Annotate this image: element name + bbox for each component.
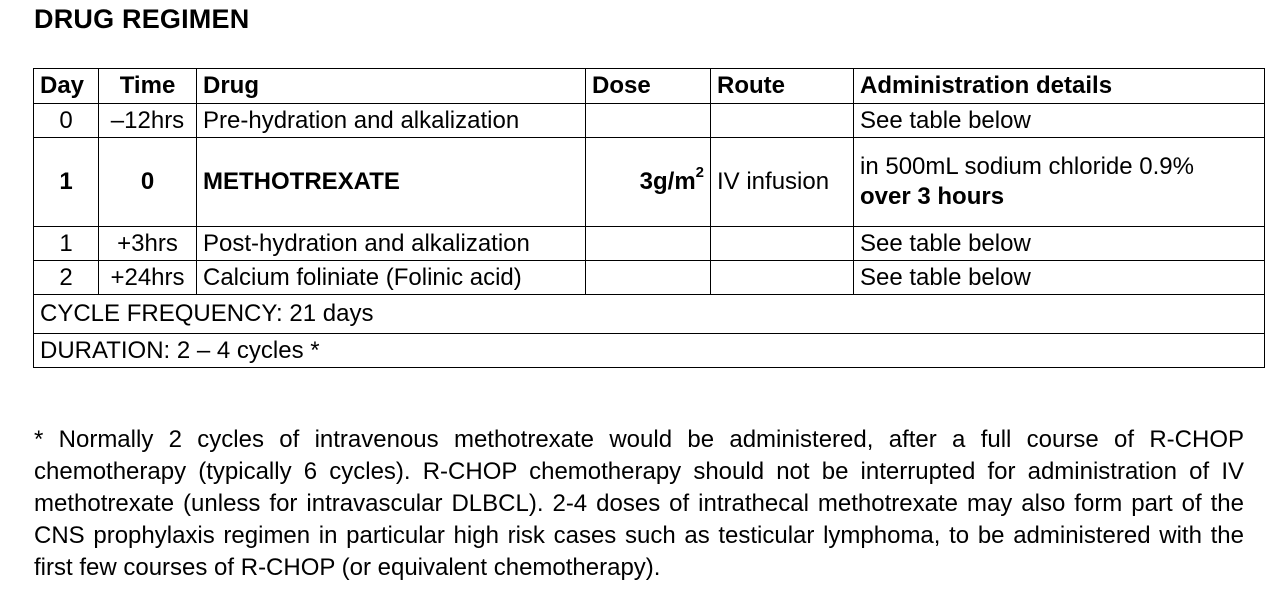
cycle-frequency: CYCLE FREQUENCY: 21 days xyxy=(34,295,1265,334)
header-drug: Drug xyxy=(197,69,586,104)
table-header-row xyxy=(34,69,1265,104)
cell-time: +3hrs xyxy=(99,227,197,261)
cell-drug: Post-hydration and alkalization xyxy=(197,227,586,261)
cell-details: See table below xyxy=(854,227,1265,261)
cell-dose xyxy=(586,261,711,295)
duration: DURATION: 2 – 4 cycles * xyxy=(34,334,1265,368)
table-row xyxy=(34,104,1265,138)
table-row xyxy=(34,227,1265,261)
header-day: Day xyxy=(34,69,99,104)
header-details: Administration details xyxy=(854,69,1265,104)
cell-day: 1 xyxy=(34,138,99,227)
cell-time: –12hrs xyxy=(99,104,197,138)
cell-route xyxy=(711,227,854,261)
table-row xyxy=(34,261,1265,295)
cell-day: 2 xyxy=(34,261,99,295)
cell-drug: Pre-hydration and alkalization xyxy=(197,104,586,138)
drug-regimen-table xyxy=(33,68,1265,368)
cell-time: +24hrs xyxy=(99,261,197,295)
cell-dose xyxy=(586,104,711,138)
cell-details xyxy=(854,138,1265,227)
cell-dose xyxy=(586,227,711,261)
details-line-1: in 500mL sodium chloride 0.9% xyxy=(860,153,1194,180)
cell-day: 1 xyxy=(34,227,99,261)
header-route: Route xyxy=(711,69,854,104)
cell-day: 0 xyxy=(34,104,99,138)
header-time: Time xyxy=(99,69,197,104)
page-title: DRUG REGIMEN xyxy=(34,4,250,34)
cycle-frequency-row xyxy=(34,295,1265,334)
cell-route xyxy=(711,261,854,295)
dose-value: 3g/m xyxy=(639,168,696,195)
cell-drug: METHOTREXATE xyxy=(197,138,586,227)
duration-row xyxy=(34,334,1265,368)
cell-time: 0 xyxy=(99,138,197,227)
footnote: * Normally 2 cycles of intravenous methotrexate would be administered, after a full course of R-CHOP chemotherapy (typically 6 cycles). R-CHOP chemotherapy should not be interrupted for administration of IV methotrexate (unless for intravascular DLBCL). 2-4 doses of intrathecal methotrexate may also form part of the CNS prophylaxis regimen in particular high risk cases such as testicular lymphoma, to be administered with the first few courses of R-CHOP (or equivalent chemotherapy). xyxy=(34,426,1244,581)
header-dose: Dose xyxy=(586,69,711,104)
table-row xyxy=(34,138,1265,227)
cell-route: IV infusion xyxy=(711,138,854,227)
cell-details: See table below xyxy=(854,261,1265,295)
cell-route xyxy=(711,104,854,138)
cell-details: See table below xyxy=(854,104,1265,138)
cell-drug: Calcium foliniate (Folinic acid) xyxy=(197,261,586,295)
dose-exponent: 2 xyxy=(695,164,704,181)
cell-dose xyxy=(586,138,711,227)
details-line-2: over 3 hours xyxy=(860,183,1005,210)
